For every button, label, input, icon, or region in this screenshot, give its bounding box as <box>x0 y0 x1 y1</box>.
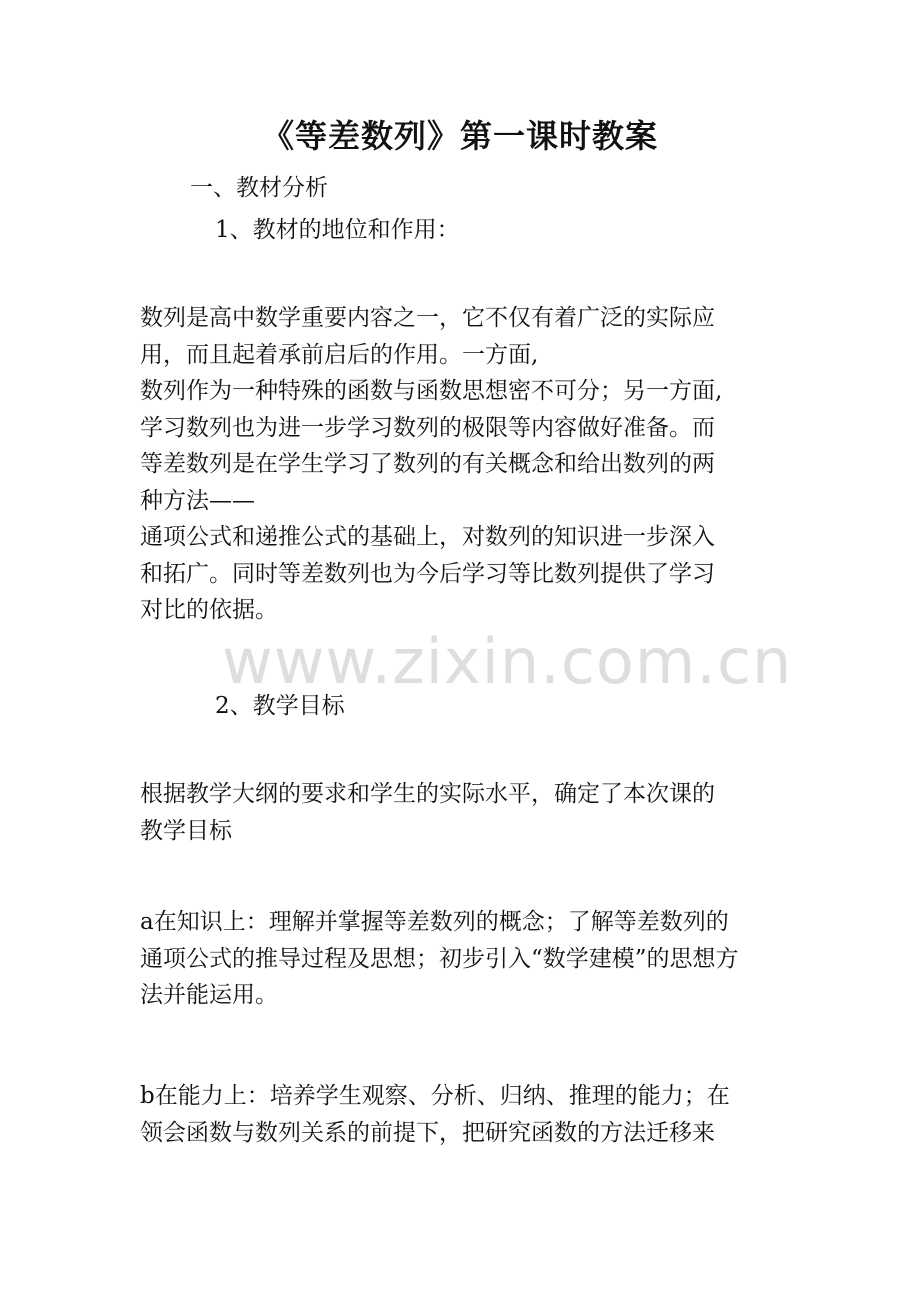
knowledge-goal-paragraph <box>140 904 780 1014</box>
paragraph-line: 等差数列是在学生学习了数列的有关概念和给出数列的两 <box>140 451 715 477</box>
paragraph-line: b在能力上：培养学生观察、分析、归纳、推理的能力；在 <box>140 1083 730 1109</box>
paragraph-line: 通项公式和递推公式的基础上，对数列的知识进一步深入 <box>140 524 715 550</box>
subsection-heading-role: 1、教材的地位和作用： <box>215 217 460 243</box>
paragraph-line: 领会函数与数列关系的前提下，把研究函数的方法迁移来 <box>140 1119 715 1146</box>
paragraph-line: 教学目标 <box>140 817 232 844</box>
document-title: 《等差数列》第一课时教案 <box>261 117 658 155</box>
paragraph-line: 根据教学大纲的要求和学生的实际水平，确定了本次课的 <box>140 781 715 807</box>
watermark-text: www.zixin.com.cn <box>222 625 793 698</box>
paragraph-line: 通项公式的推导过程及思想；初步引入“数学建模”的思想方 <box>140 945 739 972</box>
paragraph-line: 学习数列也为进一步学习数列的极限等内容做好准备。而 <box>140 414 715 441</box>
goals-paragraph <box>140 776 780 849</box>
paragraph-line: 用，而且起着承前启后的作用。一方面, <box>140 341 539 368</box>
paragraph-line: a在知识上：理解并掌握等差数列的概念；了解等差数列的 <box>140 909 729 935</box>
intro-paragraph <box>140 300 780 629</box>
paragraph-line: 和拓广。同时等差数列也为今后学习等比数列提供了学习 <box>140 560 715 587</box>
section-heading-textbook-analysis: 一、教材分析 <box>190 175 328 201</box>
paragraph-line: 数列作为一种特殊的函数与函数思想密不可分；另一方面, <box>140 378 723 404</box>
paragraph-line: 数列是高中数学重要内容之一，它不仅有着广泛的实际应 <box>140 305 715 331</box>
ability-goal-paragraph <box>140 1078 780 1151</box>
paragraph-line: 法并能运用。 <box>140 982 278 1008</box>
paragraph-line: 种方法—— <box>140 487 255 514</box>
paragraph-line: 对比的依据。 <box>140 597 278 623</box>
subsection-heading-teaching-goals: 2、教学目标 <box>215 693 345 719</box>
